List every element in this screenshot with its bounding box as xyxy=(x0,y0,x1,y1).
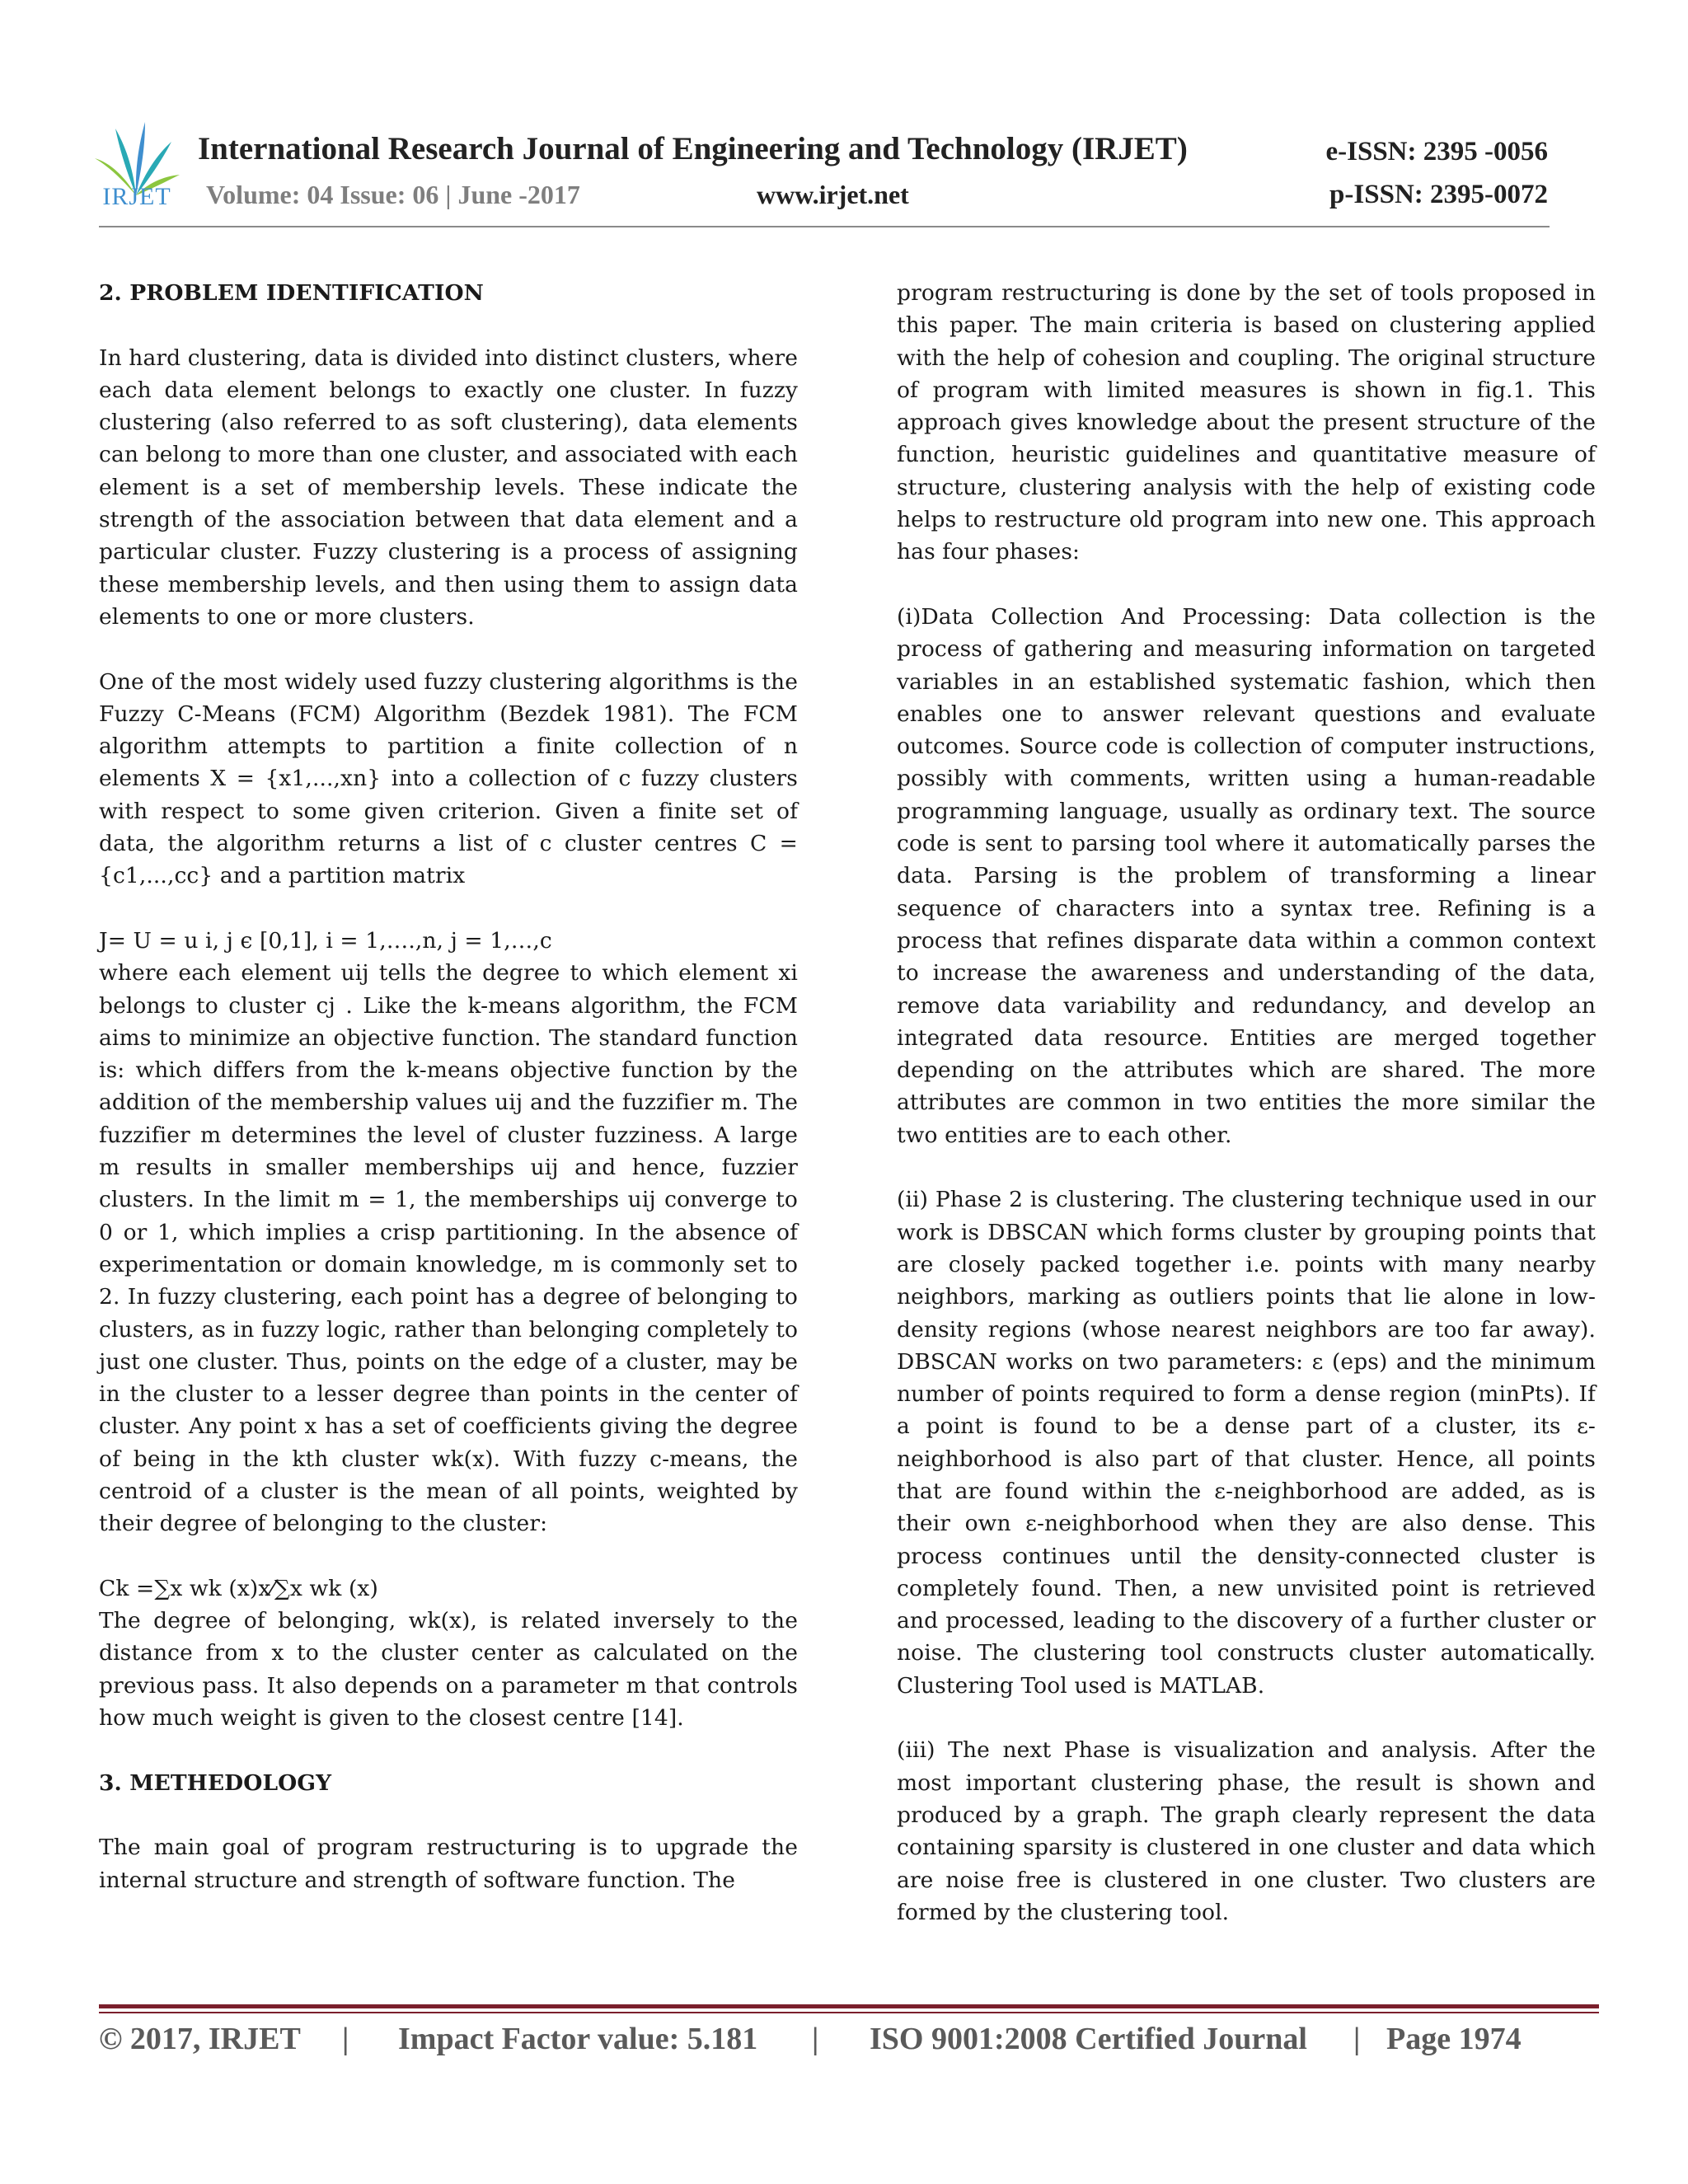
footer-separator: | xyxy=(1353,2022,1361,2056)
journal-title: International Research Journal of Engineering and Technology (IRJET) xyxy=(198,131,1188,166)
left-column xyxy=(99,277,798,1896)
footer-iso: ISO 9001:2008 Certified Journal xyxy=(870,2022,1307,2056)
volume-issue: Volume: 04 Issue: 06 | June -2017 xyxy=(206,180,580,209)
section-heading-problem-identification: 2. PROBLEM IDENTIFICATION xyxy=(99,280,484,306)
footer-separator: | xyxy=(812,2022,819,2056)
pissn: p-ISSN: 2395-0072 xyxy=(1329,180,1548,209)
paragraph: The degree of belonging, wk(x), is related inversely to the distance from x to the cluster center as calculated on the previous pass. It also depends on a parameter m that controls how much weight is given to the closest centre [14]. xyxy=(99,1608,798,1732)
footer-impact-factor: Impact Factor value: 5.181 xyxy=(398,2022,758,2056)
header-divider xyxy=(99,226,1550,227)
formula-centroid: Ck =∑x wk (x)x⁄∑x wk (x) xyxy=(99,1575,378,1601)
paragraph: (ii) Phase 2 is clustering. The clustering technique used in our work is DBSCAN which forms cluster by grouping points that are closely packed together i.e. points with many nearby neighbors, marking as outliers points that lie alone in low-density regions (whose nearest neighbors are too far away). DBSCAN works on two parameters: ε (eps) and the minimum number of points required to form a dense region (minPts). If a point is found to be a dense part of a cluster, its ε-neighborhood is also part of that cluster. Hence, all points that are found within the ε-neighborhood are added, as is their own ε-neighborhood when they are also dense. This process continues until the density-connected cluster is completely found. Then, a new unvisited point is retrieved and processed, leading to the discovery of a further cluster or noise. The clustering tool constructs cluster automatically. Clustering Tool used is MATLAB. xyxy=(897,1187,1596,1699)
paragraph: where each element uij tells the degree to which element xi belongs to cluster cj . Like the k-means algorithm, the FCM aims to minimize an objective function. The standard function is: which differs from the k-means objective function by the addition of the membership values uij and the fuzzifier m. The fuzzifier m determines the level of cluster fuzziness. A large m results in smaller memberships uij and hence, fuzzier clusters. In the limit m = 1, the memberships uij converge to 0 or 1, which implies a crisp partitioning. In the absence of experimentation or domain knowledge, m is commonly set to 2. In fuzzy clustering, each point has a degree of belonging to clusters, as in fuzzy logic, rather than belonging completely to just one cluster. Thus, points on the edge of a cluster, may be in the cluster to a lesser degree than points in the center of cluster. Any point x has a set of coefficients giving the degree of being in the kth cluster wk(x). With fuzzy c-means, the centroid of a cluster is the mean of all points, weighted by their degree of belonging to the cluster: xyxy=(99,960,798,1537)
paragraph: (iii) The next Phase is visualization and analysis. After the most important clustering phase, the result is shown and produced by a graph. The graph clearly represent the data containing sparsity is clustered in one cluster and data which are noise free is clustered in one cluster. Two clusters are formed by the clustering tool. xyxy=(897,1737,1596,1925)
footer-divider-thick xyxy=(99,2004,1599,2008)
section-heading-methodology: 3. METHEDOLOGY xyxy=(99,1769,332,1796)
journal-website[interactable]: www.irjet.net xyxy=(757,180,909,209)
eissn: e-ISSN: 2395 -0056 xyxy=(1325,137,1548,166)
paragraph: In hard clustering, data is divided into distinct clusters, where each data element belongs to exactly one cluster. In fuzzy clustering (also referred to as soft clustering), data elements can belong to more than one cluster, and associated with each element is a set of membership levels. These indicate the strength of the association between that data element and a particular cluster. Fuzzy clustering is a process of assigning these membership levels, and then using them to assign data elements to one or more clusters. xyxy=(99,344,798,630)
paragraph: (i)Data Collection And Processing: Data collection is the process of gathering and measuring information on targeted variables in an established systematic fashion, which then enables one to answer relevant questions and evaluate outcomes. Source code is collection of computer instructions, possibly with comments, written using a human-readable programming language, usually as ordinary text. The source code is sent to parsing tool where it automatically parses the data. Parsing is the problem of transforming a linear sequence of characters into a syntax tree. Refining is a process that refines disparate data within a common context to increase the awareness and understanding of the data, remove data variability and redundancy, and develop an integrated data resource. Entities are merged together depending on the attributes which are shared. The more attributes are common in two entities the more similar the two entities are to each other. xyxy=(897,603,1596,1148)
footer-divider-thin xyxy=(99,2012,1599,2013)
paragraph: program restructuring is done by the set of tools proposed in this paper. The main criteria is based on clustering applied with the help of cohesion and coupling. The original structure of program with limited measures is shown in fig.1. This approach gives knowledge about the present structure of the function, heuristic guidelines and quantitative measure of structure, clustering analysis with the help of existing code helps to restructure old program into new one. This approach has four phases: xyxy=(897,280,1596,565)
footer-separator: | xyxy=(342,2022,349,2056)
right-column xyxy=(897,277,1596,1929)
footer-copyright: © 2017, IRJET xyxy=(99,2022,301,2056)
formula-partition-matrix: J= U = u i, j ϵ [0,1], i = 1,….,n, j = 1,…,c xyxy=(99,927,552,954)
logo-text: IRJET xyxy=(102,183,171,210)
page-footer xyxy=(99,2021,1599,2062)
page-header xyxy=(0,0,1688,239)
footer-page-number: Page 1974 xyxy=(1386,2022,1522,2056)
paragraph: The main goal of program restructuring is to upgrade the internal structure and strength of software function. The xyxy=(99,1835,798,1893)
paragraph: One of the most widely used fuzzy clustering algorithms is the Fuzzy C-Means (FCM) Algorithm (Bezdek 1981). The FCM algorithm attempts to partition a finite collection of n elements X = {x1,...,xn} into a collection of c fuzzy clusters with respect to some given criterion. Given a finite set of data, the algorithm returns a list of c cluster centres C = {c1,...,cc} and a partition matrix xyxy=(99,668,798,889)
